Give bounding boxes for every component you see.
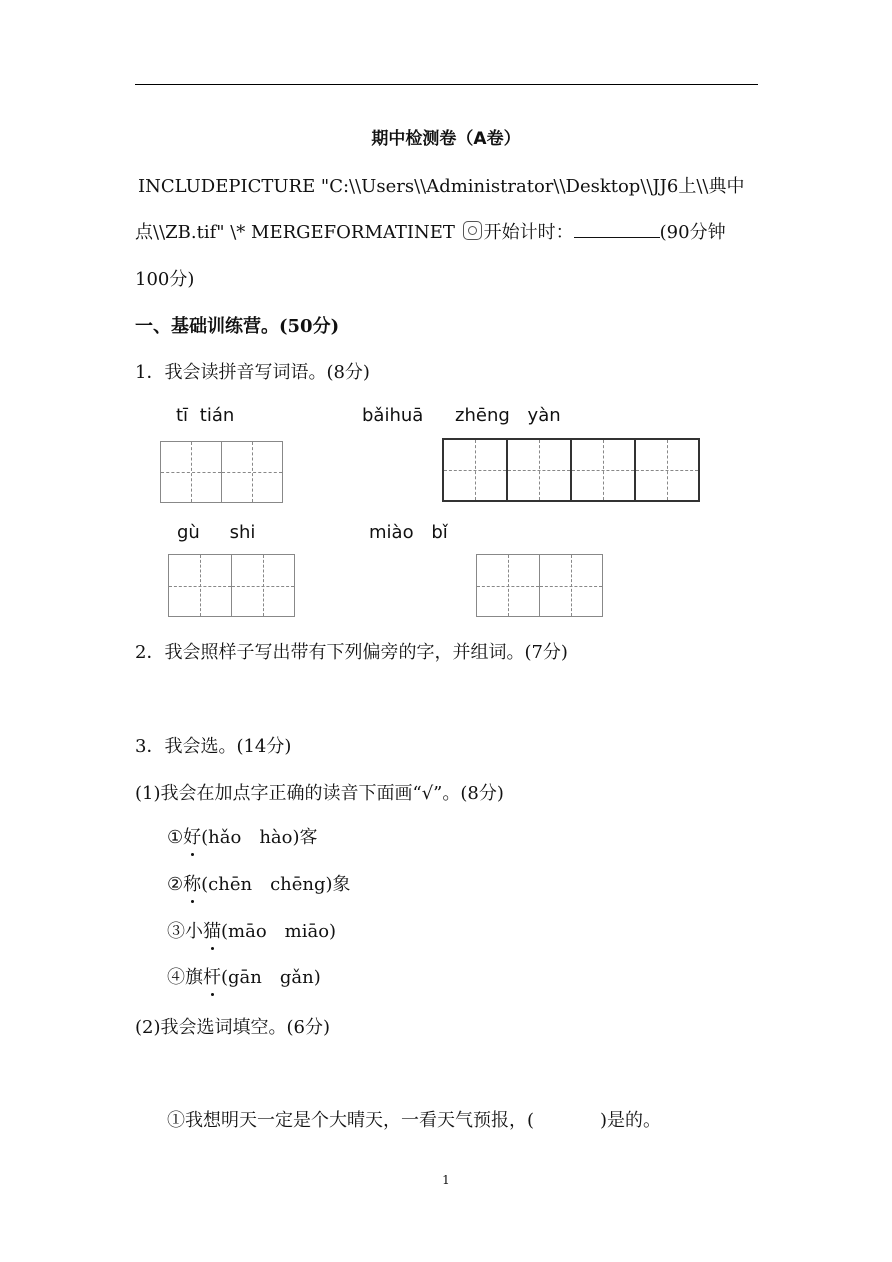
dotted-character: 杆 <box>203 963 221 989</box>
pronunciation-options[interactable]: (hǎo hào) <box>201 827 300 848</box>
pinyin-syllable: bǐ <box>431 522 448 543</box>
pronunciation-options[interactable]: (gān gǎn) <box>221 967 321 988</box>
page-title: 期中检测卷（A卷） <box>371 129 521 149</box>
question-3-label: 3．我会选。(14分) <box>135 736 292 757</box>
clock-icon <box>463 221 482 240</box>
pronunciation-options[interactable]: (māo miāo) <box>221 921 337 942</box>
writing-cell[interactable] <box>221 441 283 503</box>
choice-item-2 <box>167 870 351 896</box>
dotted-character: 好 <box>183 823 201 849</box>
pinyin-syllable: shi <box>229 522 256 543</box>
writing-grid-3 <box>168 554 295 617</box>
score-total: 100分) <box>135 269 195 290</box>
item-number: ④ <box>167 967 185 988</box>
writing-cell[interactable] <box>506 438 572 502</box>
field-code-line-2 <box>135 218 726 244</box>
dotted-character: 称 <box>183 870 201 896</box>
writing-cell[interactable] <box>442 438 508 502</box>
choice-item-3 <box>167 917 336 943</box>
section-1-heading: 一、基础训练营。(50分) <box>135 316 340 337</box>
pinyin-syllable: bǎihuā <box>362 405 424 426</box>
field-code-text-1: INCLUDEPICTURE "C:\\Users\\Administrator\\Desktop\\JJ6上\\典中 <box>138 176 745 197</box>
duration-text: (90分钟 <box>659 222 726 243</box>
word-suffix: 象 <box>332 874 351 895</box>
header-rule <box>135 84 758 85</box>
writing-cell[interactable] <box>168 554 232 617</box>
pronunciation-options[interactable]: (chēn chēng) <box>201 874 333 895</box>
writing-cell[interactable] <box>476 554 540 617</box>
pinyin-item-4 <box>369 522 448 543</box>
item-number: ③ <box>167 921 185 942</box>
dotted-character: 猫 <box>203 917 221 943</box>
choice-item-1 <box>167 823 318 849</box>
pinyin-syllable: tián <box>199 405 235 426</box>
pinyin-syllable: gù <box>177 522 200 543</box>
writing-grid-1 <box>160 441 283 503</box>
writing-cell[interactable] <box>231 554 295 617</box>
writing-cell[interactable] <box>634 438 700 502</box>
word-suffix: 客 <box>299 827 318 848</box>
writing-cell[interactable] <box>570 438 636 502</box>
pinyin-syllable: miào <box>369 522 414 543</box>
writing-cell[interactable] <box>539 554 603 617</box>
pinyin-item-3 <box>177 522 255 543</box>
word-prefix: 旗 <box>185 967 203 988</box>
start-time-blank <box>574 221 660 238</box>
pinyin-item-2 <box>362 405 561 426</box>
sentence-before: ①我想明天一定是个大晴天，一看天气预报，( <box>167 1110 535 1131</box>
question-3-part-2-label: (2)我会选词填空。(6分) <box>135 1017 330 1038</box>
item-number: ① <box>167 827 184 848</box>
pinyin-syllable: zhēng <box>455 405 510 426</box>
field-code-text-2: 点\\ZB.tif" \* MERGEFORMATINET <box>135 222 461 243</box>
pinyin-syllable: yàn <box>527 405 561 426</box>
choice-item-4 <box>167 963 321 989</box>
writing-grid-4 <box>476 554 603 617</box>
question-1-label: 1．我会读拼音写词语。(8分) <box>135 362 370 383</box>
fill-blank-item-1 <box>167 1106 661 1132</box>
word-prefix: 小 <box>185 921 203 942</box>
pinyin-syllable: tī <box>176 405 189 426</box>
question-2-label: 2．我会照样子写出带有下列偏旁的字，并组词。(7分) <box>135 642 568 663</box>
question-3-part-1-label: (1)我会在加点字正确的读音下面画“√”。(8分) <box>135 783 504 804</box>
pinyin-item-1 <box>176 405 234 426</box>
writing-cell[interactable] <box>160 441 222 503</box>
page-number: 1 <box>442 1173 450 1187</box>
writing-grid-2 <box>442 438 700 502</box>
item-number: ② <box>167 874 184 895</box>
sentence-after: )是的。 <box>600 1110 662 1131</box>
start-time-label: 开始计时： <box>483 222 574 243</box>
field-code-line-1 <box>138 172 744 198</box>
